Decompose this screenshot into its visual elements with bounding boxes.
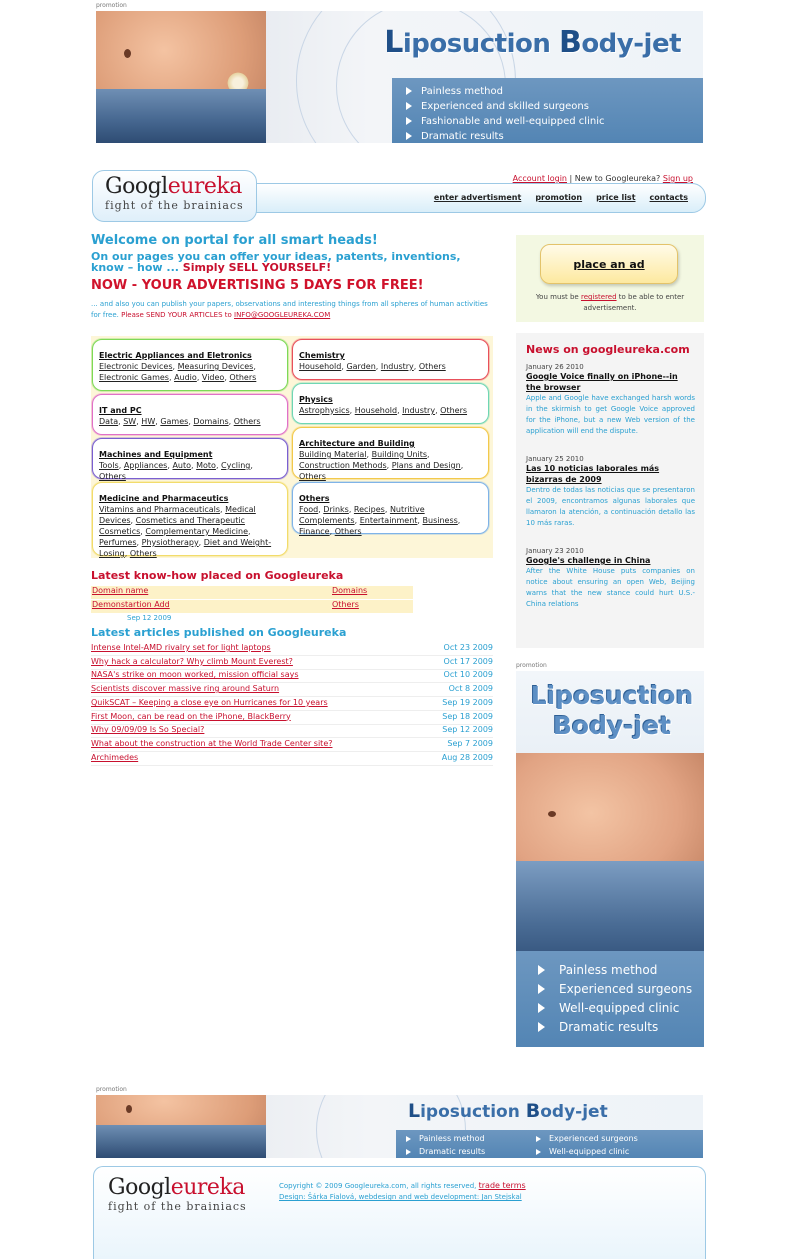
triangle-right-icon — [538, 965, 545, 975]
free-advertising-heading: NOW - YOUR ADVERTISING 5 DAYS FOR FREE! — [91, 278, 424, 293]
article-row — [91, 724, 493, 738]
category-title-link[interactable]: IT and PC — [99, 406, 142, 415]
subcategory-link[interactable]: HW — [141, 417, 156, 426]
subcategory-link[interactable]: Electronic Devices — [99, 362, 173, 371]
side-banner-jeans-image — [516, 861, 704, 951]
place-ad-box — [516, 235, 704, 322]
subcategory-link[interactable]: Others — [229, 373, 257, 382]
category-box — [92, 438, 288, 479]
subcategory-list: Food, Drinks, Recipes, Nutritive Complements, Entertainment, Business, Finance, Others — [299, 505, 461, 536]
subcategory-link[interactable]: Astrophysics — [299, 406, 350, 415]
subcategory-link[interactable]: Auto — [172, 461, 192, 470]
subcategory-link[interactable]: Electronic Games — [99, 373, 169, 382]
triangle-right-icon — [406, 132, 412, 140]
subcategory-link[interactable]: Complementary Medicine — [145, 527, 249, 536]
article-link[interactable]: Scientists discover massive ring around Saturn — [91, 684, 280, 694]
article-link[interactable]: What about the construction at the World Trade Center site? — [91, 738, 333, 748]
subcategory-list: Tools, Appliances, Auto, Moto, Cycling, Others — [99, 461, 253, 481]
category-box — [292, 427, 489, 479]
banner-title: Liposuction Body-jet — [384, 25, 681, 60]
subcategory-link[interactable]: Domains — [193, 417, 229, 426]
news-title-link[interactable]: Google's challenge in China — [526, 556, 651, 565]
subcategory-link[interactable]: Video — [201, 373, 225, 382]
subcategory-link[interactable]: Nutritive Complements — [299, 505, 425, 525]
subcategory-link[interactable]: Physiotherapy — [141, 538, 199, 547]
category-title-link[interactable]: Machines and Equipment — [99, 450, 213, 459]
triangle-right-icon — [406, 117, 412, 125]
subcategory-link[interactable]: Finance — [299, 527, 330, 536]
article-link[interactable]: Intense Intel-AMD rivalry set for light laptops — [91, 643, 271, 652]
banner-feature: Painless method — [406, 84, 703, 99]
article-date: Oct 10 2009 — [443, 670, 493, 680]
category-title-link[interactable]: Medicine and Pharmaceutics — [99, 494, 229, 503]
nav-price-list[interactable]: price list — [596, 193, 636, 202]
footer-logo[interactable]: Googleureka fight of the brainiacs — [108, 1175, 247, 1213]
article-row — [91, 669, 493, 683]
category-title-link[interactable]: Physics — [299, 395, 333, 404]
subcategory-link[interactable]: Food — [299, 505, 319, 514]
nav-promotion[interactable]: promotion — [535, 193, 583, 202]
category-title-link[interactable]: Chemistry — [299, 351, 345, 360]
trade-terms-link[interactable]: trade terms — [478, 1181, 526, 1190]
article-row — [91, 752, 493, 766]
triangle-right-icon — [538, 1003, 545, 1013]
articles-heading: Latest articles published on Googleureka — [91, 626, 347, 639]
subcategory-link[interactable]: Industry — [402, 406, 436, 415]
promo-label: promotion — [96, 2, 127, 9]
site-logo[interactable]: Googleureka fight of the brainiacs — [92, 170, 257, 222]
banner-side[interactable] — [516, 671, 704, 1047]
subcategory-link[interactable]: Building Material — [299, 450, 367, 459]
subcategory-link[interactable]: Moto — [196, 461, 216, 470]
subcategory-link[interactable]: Drinks — [323, 505, 349, 514]
subcategory-link[interactable]: Construction Methods — [299, 461, 387, 470]
article-date: Sep 12 2009 — [442, 725, 493, 735]
subcategory-link[interactable]: Garden — [346, 362, 376, 371]
subcategory-list: Building Material, Building Units, Construction Methods, Plans and Design, Others — [299, 450, 464, 481]
footer-copyright: Copyright © 2009 Googleureka.com, all rights reserved, trade terms Design: Šárka Fialová, webdesign and web development: Jan Stejskal — [279, 1181, 526, 1201]
side-banner-title: Liposuction Body-jet — [530, 681, 694, 740]
article-date: Oct 8 2009 — [448, 684, 493, 694]
article-link[interactable]: Why hack a calculator? Why climb Mount Everest? — [91, 656, 293, 666]
side-banner-feature-list: Painless method Experienced surgeons Well-equipped clinic Dramatic results — [516, 951, 704, 1047]
article-link[interactable]: NASA's strike on moon worked, mission official says — [91, 670, 299, 680]
news-box — [516, 333, 704, 648]
subcategory-link[interactable]: Others — [418, 362, 446, 371]
subcategory-link[interactable]: Plans and Design — [391, 461, 461, 470]
promo-label: promotion — [516, 662, 547, 669]
banner-feature: Fashionable and well-equipped clinic — [406, 114, 703, 129]
email-link[interactable]: INFO@GOOGLEUREKA.COM — [234, 311, 331, 319]
tagline: fight of the brainiacs — [105, 199, 244, 212]
news-date: January 23 2010 — [526, 547, 584, 555]
news-text: After the White House puts companies on notice about ensuring an open Web, Beijing warns that the new stance could hurt U.S.-China relations — [526, 567, 695, 608]
article-row — [91, 697, 493, 711]
news-title-link[interactable]: Google Voice finally on iPhone--in the browser — [526, 372, 678, 392]
subcategory-link[interactable]: Measuring Devices — [177, 362, 254, 371]
articles-invite: ... and also you can publish your papers, observations and interesting things from all spheres of human activities for free. Please SEND YOUR ARTICLES to INFO@GOOGLEUREKA.COM — [91, 300, 488, 319]
banner-feature: Dramatic results — [406, 129, 703, 143]
knowhow-item-link[interactable]: Domain name — [92, 586, 149, 595]
subcategory-link[interactable]: Others — [99, 472, 126, 481]
news-title-link[interactable]: Las 10 noticias laborales más bizarras de 2009 — [526, 464, 660, 484]
news-text: Apple and Google have exchanged harsh words in the skirmish to get Google Voice approved for the iPhone, but a new Web version of the application will end the dispute. — [526, 394, 695, 435]
registered-link[interactable]: registered — [580, 293, 617, 301]
place-ad-button[interactable]: place an ad — [540, 244, 678, 284]
article-link[interactable]: First Moon, can be read on the iPhone, BlackBerry — [91, 711, 291, 721]
triangle-right-icon — [536, 1136, 541, 1142]
subcategory-link[interactable]: Business — [422, 516, 458, 525]
article-date: Sep 19 2009 — [442, 697, 493, 707]
banner-bottom[interactable] — [96, 1095, 703, 1158]
article-row — [91, 656, 493, 670]
main-nav — [434, 193, 688, 202]
subcategory-link[interactable]: Medical Devices — [99, 505, 256, 525]
subcategory-link[interactable]: Household — [299, 362, 342, 371]
subcategory-link[interactable]: Data — [99, 417, 119, 426]
category-box — [92, 482, 288, 556]
knowhow-row — [91, 600, 493, 613]
knowhow-row — [91, 586, 493, 599]
subcategory-list: Household, Garden, Industry, Others — [299, 362, 446, 371]
category-box — [92, 339, 288, 391]
triangle-right-icon — [536, 1149, 541, 1155]
knowhow-category-link[interactable]: Domains — [332, 586, 368, 595]
banner-feature-list — [392, 78, 703, 143]
offer-text: On our pages you can offer your ideas, patents, inventions, know – how ... Simply SELL YOURSELF! — [91, 250, 461, 274]
article-date: Aug 28 2009 — [441, 752, 493, 762]
article-link[interactable]: QuikSCAT – Keeping a close eye on Hurricanes for 10 years — [91, 697, 328, 707]
category-title-link[interactable]: Architecture and Building — [299, 439, 415, 448]
welcome-heading: Welcome on portal for all smart heads! — [91, 233, 378, 248]
subcategory-list: Vitamins and Pharmaceuticals, Medical Devices, Cosmetics and Therapeutic Cosmetics, Complementary Medicine, Perfumes, Physiotherapy, Diet and Weight-Losing, Others — [99, 505, 272, 558]
subcategory-link[interactable]: Appliances — [123, 461, 168, 470]
subcategory-link[interactable]: Household — [354, 406, 398, 415]
subcategory-link[interactable]: Building Units — [371, 450, 428, 459]
bottom-banner-belly-image — [96, 1095, 266, 1158]
subcategory-link[interactable]: Others — [129, 549, 157, 558]
knowhow-date: Sep 12 2009 — [127, 614, 172, 622]
article-row — [91, 711, 493, 725]
banner-belly-image — [96, 11, 266, 143]
triangle-right-icon — [538, 984, 545, 994]
news-text: Dentro de todas las noticias que se presentaron el 2009, encontramos algunas laborales que llamaron la atención, a continuación detallo las 10 más raras. — [526, 486, 695, 527]
nav-contacts[interactable]: contacts — [649, 193, 688, 202]
subcategory-link[interactable]: Perfumes — [99, 538, 137, 547]
subcategory-link[interactable]: Industry — [380, 362, 414, 371]
knowhow-item-link[interactable]: Demonstartion Add — [92, 600, 170, 609]
knowhow-category-link[interactable]: Others — [332, 600, 359, 609]
article-date: Sep 18 2009 — [442, 711, 493, 721]
news-item — [526, 547, 695, 610]
article-date: Sep 7 2009 — [447, 738, 493, 748]
footer — [93, 1166, 706, 1259]
subcategory-link[interactable]: Tools — [99, 461, 119, 470]
news-heading: News on googleureka.com — [526, 343, 690, 356]
category-box — [92, 394, 288, 435]
subcategory-link[interactable]: Cycling — [221, 461, 251, 470]
category-box — [292, 482, 489, 534]
triangle-right-icon — [406, 1149, 411, 1155]
triangle-right-icon — [406, 1136, 411, 1142]
subcategory-link[interactable]: Others — [440, 406, 468, 415]
article-link[interactable]: Why 09/09/09 Is So Special? — [91, 725, 205, 735]
news-date: January 26 2010 — [526, 363, 584, 371]
bottom-banner-title: Liposuction Body-jet — [408, 1100, 608, 1122]
subcategory-list: Astrophysics, Household, Industry, Others — [299, 406, 468, 415]
account-links: Account login | New to Googleureka? Sign up — [512, 174, 693, 183]
news-item — [526, 455, 695, 529]
subcategory-list: Data, SW, HW, Games, Domains, Others — [99, 417, 261, 426]
article-row — [91, 642, 493, 656]
triangle-right-icon — [406, 87, 412, 95]
article-date: Oct 17 2009 — [443, 656, 493, 666]
subcategory-link[interactable]: Vitamins and Pharmaceuticals — [99, 505, 221, 514]
place-ad-note: You must be registered to be able to enter advertisement. — [535, 293, 685, 312]
category-area — [91, 336, 493, 558]
design-credits-link[interactable]: Design: Šárka Fialová, webdesign and web development: Jan Stejskal — [279, 1193, 522, 1201]
news-item — [526, 363, 695, 437]
subcategory-list: Electronic Devices, Measuring Devices, Electronic Games, Audio, Video, Others — [99, 362, 257, 382]
subcategory-link[interactable]: Others — [233, 417, 261, 426]
category-box — [292, 339, 489, 380]
promo-label: promotion — [96, 1086, 127, 1093]
category-box — [292, 383, 489, 424]
subcategory-link[interactable]: Games — [160, 417, 189, 426]
subcategory-link[interactable]: Others — [299, 472, 326, 481]
banner-top[interactable] — [96, 11, 703, 143]
news-date: January 25 2010 — [526, 455, 584, 463]
subcategory-link[interactable]: Recipes — [353, 505, 385, 514]
subcategory-link[interactable]: Diet and Weight-Losing — [99, 538, 272, 558]
subcategory-link[interactable]: Audio — [174, 373, 197, 382]
article-row — [91, 683, 493, 697]
article-date: Oct 23 2009 — [443, 643, 493, 652]
article-row — [91, 738, 493, 752]
subcategory-link[interactable]: Entertainment — [359, 516, 418, 525]
subcategory-link[interactable]: SW — [123, 417, 137, 426]
category-title-link[interactable]: Electric Appliances and Eletronics — [99, 351, 252, 360]
category-title-link[interactable]: Others — [299, 494, 330, 503]
sign-up-link[interactable]: Sign up — [662, 174, 693, 183]
subcategory-link[interactable]: Others — [334, 527, 362, 536]
article-link[interactable]: Archimedes — [91, 752, 139, 762]
banner-feature: Experienced and skilled surgeons — [406, 99, 703, 114]
triangle-right-icon — [538, 1022, 545, 1032]
knowhow-heading: Latest know-how placed on Googleureka — [91, 569, 344, 582]
subcategory-link[interactable]: Cosmetics and Therapeutic Cosmetics — [99, 516, 245, 536]
triangle-right-icon — [406, 102, 412, 110]
nav-enter-advertisment[interactable]: enter advertisment — [433, 193, 522, 202]
bottom-banner-feature-list: Painless method Experienced surgeons Dramatic results Well-equipped clinic — [396, 1130, 703, 1158]
account-login-link[interactable]: Account login — [512, 174, 567, 183]
